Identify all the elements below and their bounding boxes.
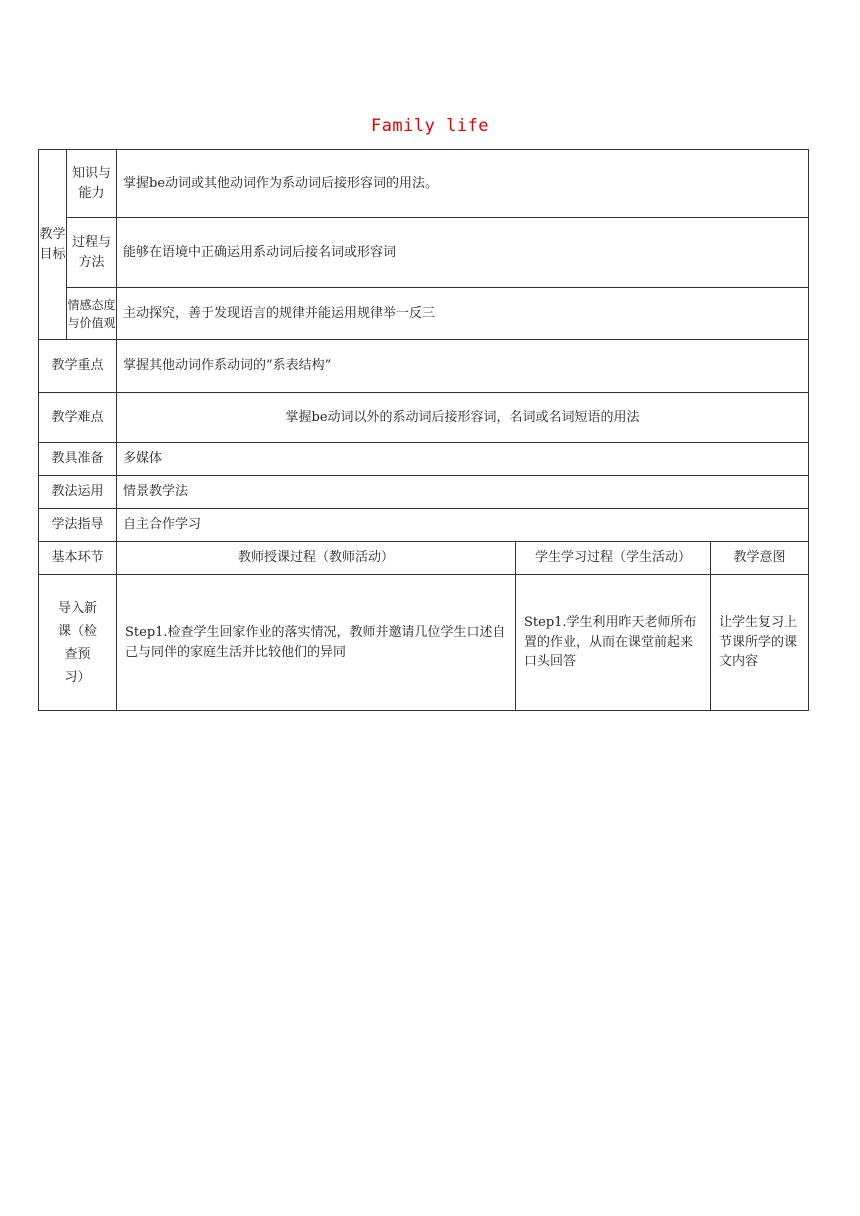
page-title: Family life [370,116,490,136]
goals-label: 教学目标 [39,150,67,340]
info-row-learning [39,509,809,542]
process-row [39,575,809,711]
goal-row-knowledge [39,150,809,218]
goal-text: 主动探究，善于发现语言的规律并能运用规律举一反三 [117,288,809,340]
goal-label: 知识与能力 [67,150,117,218]
info-text: 自主合作学习 [117,509,809,542]
process-student: Step1.学生利用昨天老师所布置的作业，从而在课堂前起来口头回答 [516,575,711,711]
process-stage: 导入新课（检查预习） [39,575,117,711]
info-row-tools [39,443,809,476]
info-label: 教法运用 [39,476,117,509]
info-label: 教学难点 [39,393,117,443]
process-header-row [39,542,809,575]
process-intent: 让学生复习上节课所学的课文内容 [711,575,809,711]
goal-row-attitude [39,288,809,340]
goal-text: 能够在语境中正确运用系动词后接名词或形容词 [117,218,809,288]
process-teacher: Step1.检查学生回家作业的落实情况，教师并邀请几位学生口述自己与同伴的家庭生活并比较他们的异同 [117,575,516,711]
info-row-methods [39,476,809,509]
goal-label: 情感态度与价值观 [67,288,117,340]
info-label: 学法指导 [39,509,117,542]
info-row-difficulties [39,393,809,443]
header-intent: 教学意图 [711,542,809,575]
info-text: 多媒体 [117,443,809,476]
header-stage: 基本环节 [39,542,117,575]
header-teacher: 教师授课过程（教师活动） [117,542,516,575]
header-student: 学生学习过程（学生活动） [516,542,711,575]
info-row-key-points [39,340,809,393]
goal-text: 掌握be动词或其他动词作为系动词后接形容词的用法。 [117,150,809,218]
goal-row-process [39,218,809,288]
info-text: 掌握其他动词作系动词的“系表结构” [117,340,809,393]
lesson-plan-table [38,149,809,711]
info-label: 教具准备 [39,443,117,476]
goal-label: 过程与方法 [67,218,117,288]
info-text: 掌握be动词以外的系动词后接形容词，名词或名词短语的用法 [117,393,809,443]
info-label: 教学重点 [39,340,117,393]
info-text: 情景教学法 [117,476,809,509]
